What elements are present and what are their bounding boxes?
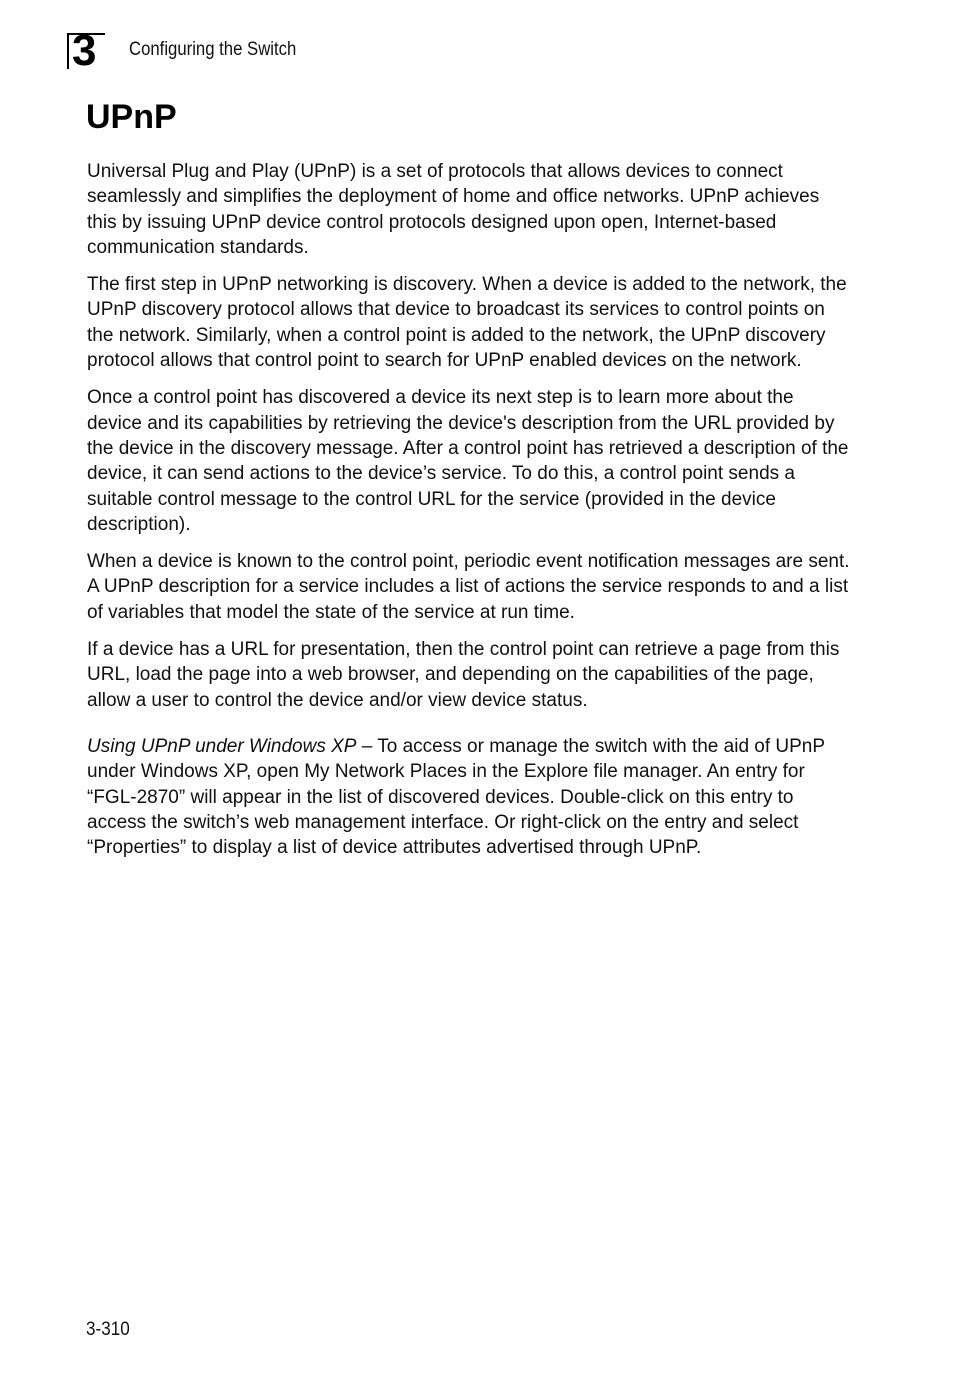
usage-note-text: – To access or manage the switch with the aid of UPnP under Windows XP, open My Network Places in the Explore file manager. An entry for “FGL-2870” will appear in the list of discovered devices. Double-click on this entry to access the switch’s web management interface. Or right-click on the entry and select “Properties” to display a list of device attributes advertised through UPnP.	[87, 735, 825, 859]
page-number: 3-310	[86, 1319, 130, 1340]
usage-note	[87, 734, 852, 860]
running-header: Configuring the Switch	[129, 39, 297, 60]
paragraph-events: When a device is known to the control point, periodic event notification messages are sent. A UPnP description for a service includes a list of actions the service responds to and a list of variables that model the state of the service at run time.	[87, 551, 850, 623]
chapter-number-badge	[67, 26, 105, 75]
usage-note-lead: Using UPnP under Windows XP	[87, 735, 357, 757]
paragraph-presentation: If a device has a URL for presentation, then the control point can retrieve a page from this URL, load the page into a web browser, and depending on the capabilities of the page, allow a user to control the device and/or view device status.	[87, 639, 840, 711]
paragraph-description: Once a control point has discovered a device its next step is to learn more about the device and its capabilities by retrieving the device's description from the URL provided by the device in the discovery message. After a control point has retrieved a description of the device, it can send actions to the device’s service. To do this, a control point sends a suitable control message to the control URL for the service (provided in the device description).	[87, 387, 849, 535]
body-text	[87, 159, 852, 872]
paragraph-discovery: The first step in UPnP networking is discovery. When a device is added to the network, the UPnP discovery protocol allows that device to broadcast its services to control points on the network. Similarly, when a control point is added to the network, the UPnP discovery protocol allows that control point to search for UPnP enabled devices on the network.	[87, 274, 847, 372]
section-title: UPnP	[86, 98, 177, 136]
chapter-number: 3	[72, 26, 97, 75]
paragraph-intro: Universal Plug and Play (UPnP) is a set of protocols that allows devices to connect seamlessly and simplifies the deployment of home and office networks. UPnP achieves this by issuing UPnP device control protocols designed upon open, Internet-based communication standards.	[87, 161, 820, 258]
